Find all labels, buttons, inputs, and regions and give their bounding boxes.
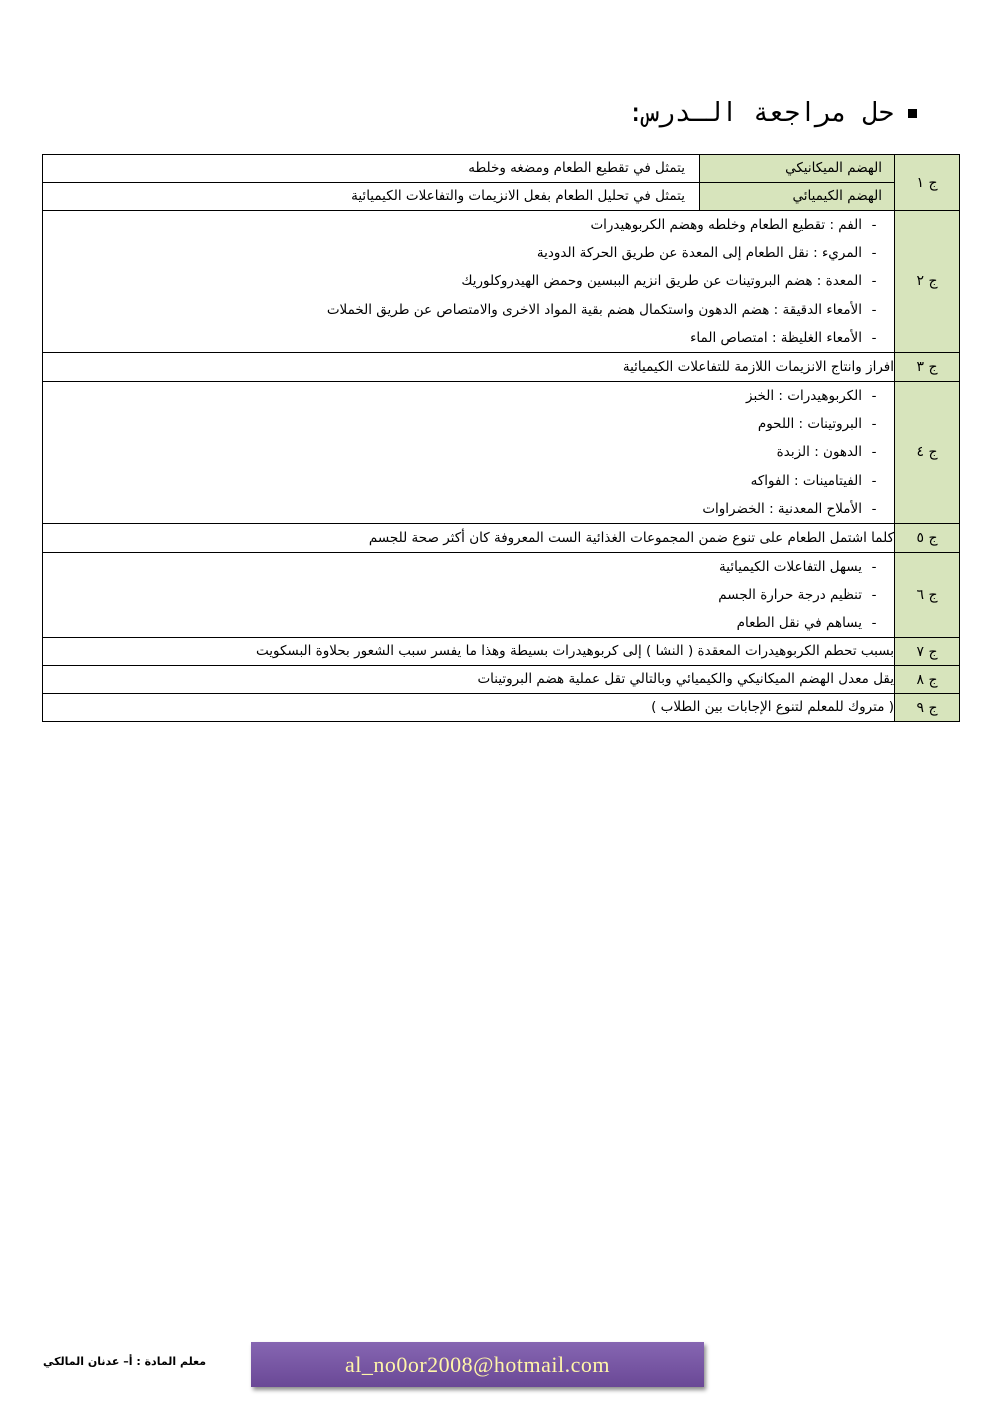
answer-text: ( متروك للمعلم لتنوع الإجابات بين الطلاب ) bbox=[651, 699, 894, 716]
list-item-text: الأمعاء الغليظة : امتصاص الماء bbox=[690, 329, 862, 346]
question-label: ج ٥ bbox=[895, 523, 960, 552]
answer-row-3 bbox=[43, 352, 960, 381]
answer-row-7 bbox=[43, 638, 960, 666]
term-label: الهضم الميكانيكي bbox=[699, 155, 894, 182]
list-item-text: تنظيم درجة حرارة الجسم bbox=[718, 587, 862, 604]
answer-row-6 bbox=[43, 552, 960, 638]
list-item bbox=[43, 495, 894, 523]
answer-cell bbox=[43, 155, 895, 211]
list-item bbox=[43, 438, 894, 466]
dash-marker: - bbox=[871, 387, 877, 404]
dash-marker: - bbox=[871, 500, 877, 517]
question-label: ج ٤ bbox=[895, 381, 960, 523]
list-item bbox=[43, 467, 894, 495]
answer-text: يقل معدل الهضم الميكانيكي والكيميائي وبالتالي تقل عملية هضم البروتينات bbox=[477, 671, 894, 688]
question-label: ج ٧ bbox=[895, 638, 960, 666]
question-label: ج ١ bbox=[895, 155, 960, 211]
dash-marker: - bbox=[871, 329, 877, 346]
dash-marker: - bbox=[871, 558, 877, 575]
term-definition: يتمثل في تقطيع الطعام ومضغه وخلطه bbox=[468, 160, 685, 176]
answer-cell bbox=[43, 352, 895, 381]
dash-marker: - bbox=[871, 444, 877, 461]
answer-row-5 bbox=[43, 523, 960, 552]
list-item bbox=[43, 382, 894, 410]
list-item bbox=[43, 410, 894, 438]
question-label: ج ٦ bbox=[895, 552, 960, 638]
list-item bbox=[43, 296, 894, 324]
email-banner bbox=[251, 1342, 704, 1387]
answer-cell bbox=[43, 211, 895, 353]
dash-marker: - bbox=[871, 245, 877, 262]
dash-marker: - bbox=[871, 472, 877, 489]
list-item-text: الكربوهيدرات : الخبز bbox=[746, 387, 862, 404]
answer-row-1 bbox=[43, 155, 960, 211]
list-item bbox=[43, 211, 894, 239]
dash-marker: - bbox=[871, 587, 877, 604]
term-label: الهضم الكيميائي bbox=[699, 183, 894, 210]
heading-text: حل مراجعة الـدرس: bbox=[627, 98, 894, 128]
answer-cell bbox=[43, 638, 895, 666]
dash-marker: - bbox=[871, 217, 877, 233]
question-label: ج ٩ bbox=[895, 694, 960, 722]
list-item-text: المعدة : هضم البروتينات عن طريق انزيم الببسين وحمض الهيدروكلوريك bbox=[461, 273, 862, 290]
list-item-text: يساهم في نقل الطعام bbox=[736, 615, 862, 632]
dash-marker: - bbox=[871, 273, 877, 290]
question-label: ج ٨ bbox=[895, 666, 960, 694]
answer-text: كلما اشتمل الطعام على تنوع ضمن المجموعات الغذائية الست المعروفة كان أكثر صحة للجسم bbox=[368, 529, 894, 546]
question-label: ج ٢ bbox=[895, 211, 960, 353]
list-item bbox=[43, 239, 894, 267]
answer-cell bbox=[43, 381, 895, 523]
dash-marker: - bbox=[871, 301, 877, 318]
answer-row-8 bbox=[43, 666, 960, 694]
list-item bbox=[43, 609, 894, 637]
term-definition: يتمثل في تحليل الطعام بفعل الانزيمات والتفاعلات الكيميائية bbox=[351, 188, 685, 204]
term-row bbox=[43, 155, 894, 183]
dash-marker: - bbox=[871, 615, 877, 632]
email-address[interactable]: al_no0or2008@hotmail.com bbox=[344, 1351, 611, 1377]
term-row bbox=[43, 183, 894, 210]
answer-text: بسبب تحطم الكربوهيدرات المعقدة ( النشا ) إلى كربوهيدرات بسيطة وهذا ما يفسر سبب الشعور بحلاوة البسكويت bbox=[255, 643, 894, 660]
list-item bbox=[43, 581, 894, 609]
list-item-text: يسهل التفاعلات الكيميائية bbox=[719, 558, 862, 575]
teacher-credit: معلم المادة : أ– عدنان المالكي bbox=[43, 1355, 207, 1368]
list-item-text: الدهون : الزبدة bbox=[776, 444, 862, 461]
list-item-text: الأمعاء الدقيقة : هضم الدهون واستكمال هضم بقية المواد الاخرى والامتصاص عن طريق الخملات bbox=[326, 301, 862, 318]
answer-cell bbox=[43, 666, 895, 694]
dash-marker: - bbox=[871, 416, 877, 433]
answer-row-2 bbox=[43, 211, 960, 353]
page-heading bbox=[628, 98, 917, 128]
bullet-icon bbox=[908, 109, 917, 118]
list-item bbox=[43, 324, 894, 352]
list-item-text: البروتينات : اللحوم bbox=[757, 416, 862, 433]
answer-text: افراز وانتاج الانزيمات اللازمة للتفاعلات الكيميائية bbox=[622, 358, 894, 375]
list-item-text: الفم : تقطيع الطعام وخلطه وهضم الكربوهيدرات bbox=[590, 217, 862, 233]
answer-cell bbox=[43, 694, 895, 722]
answer-cell bbox=[43, 523, 895, 552]
list-item bbox=[43, 553, 894, 581]
list-item-text: الأملاح المعدنية : الخضراوات bbox=[702, 500, 862, 517]
list-item bbox=[43, 267, 894, 295]
answers-table bbox=[42, 154, 960, 722]
question-label: ج ٣ bbox=[895, 352, 960, 381]
answer-row-4 bbox=[43, 381, 960, 523]
answer-cell bbox=[43, 552, 895, 638]
list-item-text: المريء : نقل الطعام إلى المعدة عن طريق الحركة الدودية bbox=[536, 245, 862, 262]
list-item-text: الفيتامينات : الفواكه bbox=[750, 472, 862, 489]
answer-row-9 bbox=[43, 694, 960, 722]
